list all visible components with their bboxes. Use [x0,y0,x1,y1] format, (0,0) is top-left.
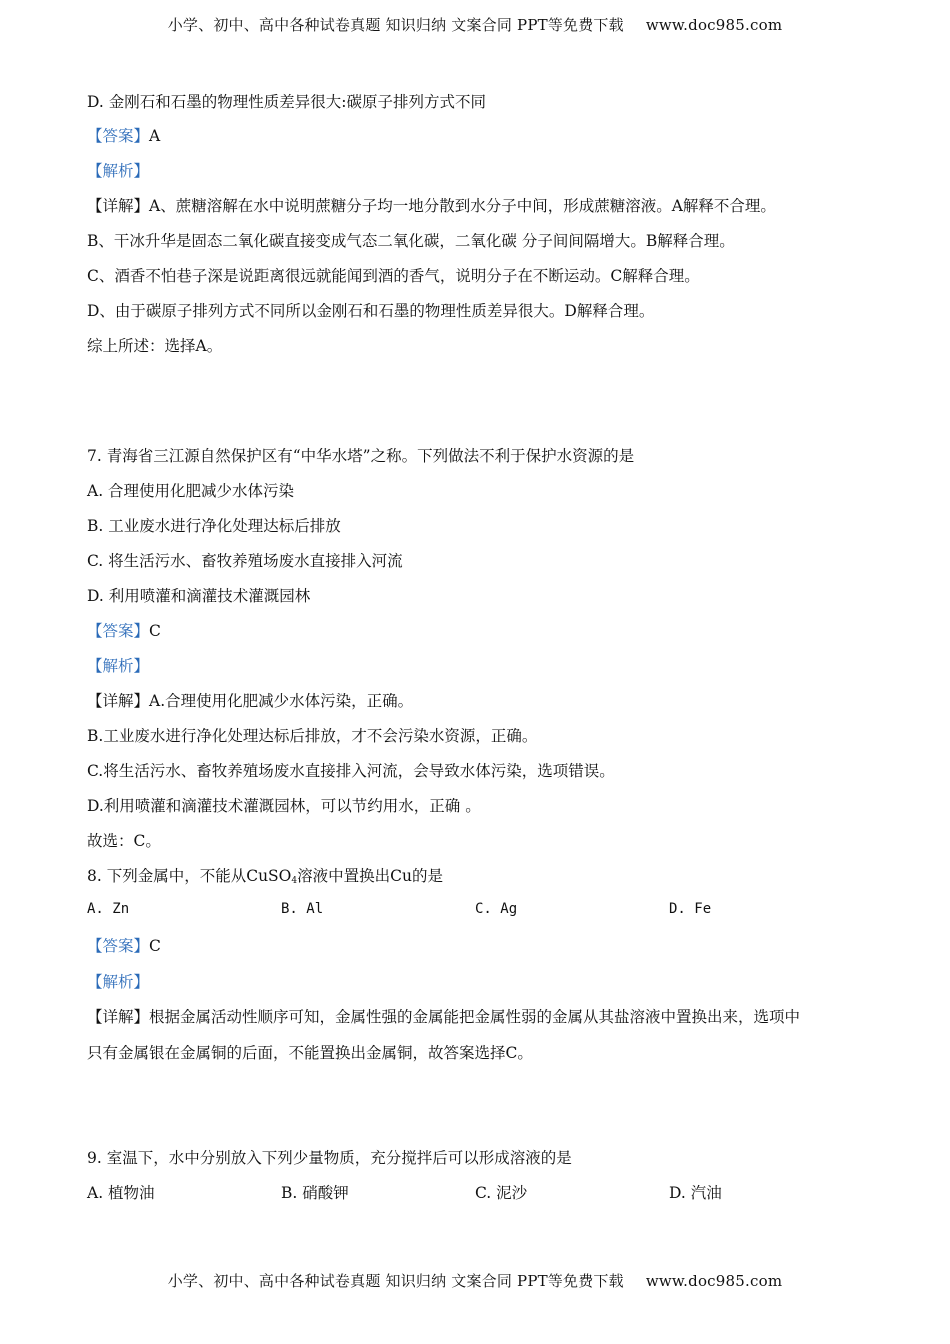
answer-value: C [149,937,161,955]
detail-tag: 【详解】 [87,197,150,215]
q8-option-a: A. Zn [87,901,130,917]
q6-analysis-tag: 【解析】 [87,162,150,180]
q8-option-c: C. Ag [475,901,518,917]
q9-option-c: C. 泥沙 [475,1184,528,1202]
q9-stem: 9. 室温下，水中分别放入下列少量物质，充分搅拌后可以形成溶液的是 [87,1149,572,1167]
q6-detail-3: C、酒香不怕巷子深是说距离很远就能闻到酒的香气，说明分子在不断运动。C解释合理。 [87,267,700,285]
header-url[interactable]: www.doc985.com [645,16,783,34]
q9-option-d: D. 汽油 [669,1184,722,1202]
detail-text: 根据金属活动性顺序可知，金属性强的金属能把金属性弱的金属从其盐溶液中置换出来，选项中 [149,1008,801,1026]
q8-option-b: B. Al [281,901,324,917]
q7-analysis-tag: 【解析】 [87,657,150,675]
q6-answer [87,124,160,146]
stem-formula: CuSO [246,867,292,885]
stem-pre: 8. 下列金属中，不能从 [87,867,247,885]
detail-text: A.合理使用化肥减少水体污染，正确。 [149,692,414,710]
footer-text: 小学、初中、高中各种试卷真题 知识归纳 文案合同 PPT等免费下载 [167,1272,624,1290]
detail-tag: 【详解】 [87,692,150,710]
stem-subscript: 4 [291,876,298,886]
q8-analysis-tag: 【解析】 [87,973,150,991]
detail-tag: 【详解】 [87,1008,150,1026]
q6-summary: 综上所述：选择A。 [87,337,223,355]
answer-tag: 【答案】 [87,127,150,145]
q7-detail-2: B.工业废水进行净化处理达标后排放，才不会污染水资源，正确。 [87,727,538,745]
q7-detail-1 [87,689,413,711]
q7-option-b: B. 工业废水进行净化处理达标后排放 [87,517,341,535]
answer-tag: 【答案】 [87,622,150,640]
q7-answer [87,619,161,641]
q9-option-b: B. 硝酸钾 [281,1184,349,1202]
q6-option-d: D. 金刚石和石墨的物理性质差异很大:碳原子排列方式不同 [87,93,486,111]
q8-detail-1 [87,1005,800,1027]
page-header [0,14,950,35]
answer-tag: 【答案】 [87,937,150,955]
q6-detail-4: D、由于碳原子排列方式不同所以金刚石和石墨的物理性质差异很大。D解释合理。 [87,302,655,320]
q8-stem [87,864,443,886]
q7-detail-4: D.利用喷灌和滴灌技术灌溉园林，可以节约用水，正确 。 [87,797,481,815]
q8-option-d: D. Fe [669,901,712,917]
footer-url[interactable]: www.doc985.com [645,1272,783,1290]
page-footer [0,1270,950,1291]
q7-summary: 故选：C。 [87,832,161,850]
header-text: 小学、初中、高中各种试卷真题 知识归纳 文案合同 PPT等免费下载 [167,16,624,34]
answer-value: C [149,622,161,640]
q8-detail-2: 只有金属银在金属铜的后面，不能置换出金属铜，故答案选择C。 [87,1044,533,1062]
q7-stem: 7. 青海省三江源自然保护区有“中华水塔”之称。下列做法不利于保护水资源的是 [87,447,635,465]
q9-option-a: A. 植物油 [87,1184,155,1202]
answer-value: A [149,127,161,145]
q7-detail-3: C.将生活污水、畜牧养殖场废水直接排入河流，会导致水体污染，选项错误。 [87,762,615,780]
q6-detail-1 [87,194,776,216]
stem-post: 溶液中置换出Cu的是 [297,867,443,885]
q7-option-a: A. 合理使用化肥减少水体污染 [87,482,295,500]
q7-option-d: D. 利用喷灌和滴灌技术灌溉园林 [87,587,311,605]
detail-text: A、蔗糖溶解在水中说明蔗糖分子均一地分散到水分子中间，形成蔗糖溶液。A解释不合理。 [149,197,776,215]
q8-answer [87,934,161,956]
q6-detail-2: B、干冰升华是固态二氧化碳直接变成气态二氧化碳，二氧化碳 分子间间隔增大。B解释合理。 [87,232,735,250]
q7-option-c: C. 将生活污水、畜牧养殖场废水直接排入河流 [87,552,403,570]
